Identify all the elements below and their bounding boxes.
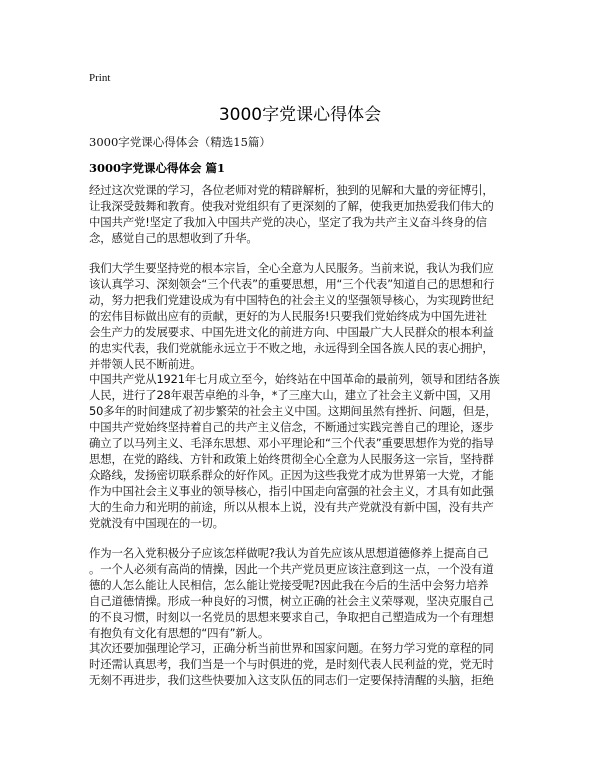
text-line: 中国共产党从1921年七月成立至今，始终站在中国革命的最前列，领导和团结各族 — [89, 372, 500, 386]
print-link[interactable]: Print — [89, 72, 111, 84]
text-line: 自己道德情操。形成一种良好的习惯，树立正确的社会主义荣辱观，坚决克服自己 — [89, 594, 494, 608]
text-line: 会生产力的发展要求、中国先进文化的前进方向、中国最广大人民群众的根本利益 — [89, 325, 494, 339]
text-line: 。一个人必须有高尚的情操，因此一个共产党员更应该注意到这一点，一个没有道 — [89, 562, 494, 576]
text-line: 人民，进行了28年艰苦卓绝的斗争，*了三座大山，建立了社会主义新中国，又用 — [89, 388, 491, 402]
text-line: 经过这次党课的学习，各位老师对党的精辟解析，独到的见解和大量的旁征博引， — [89, 183, 494, 197]
text-line: 我们大学生要坚持党的根本宗旨，全心全意为人民服务。当前来说，我认为我们应 — [89, 261, 494, 275]
text-line: 其次还要加强理论学习，正确分析当前世界和国家问题。在努力学习党的章程的同 — [89, 641, 494, 655]
text-line: 时还需认真思考，我们当是一个与时俱进的党，是时刻代表人民利益的党，党无时 — [89, 657, 494, 671]
text-line: 的不良习惯，时刻以一名党员的思想来要求自己，争取把自己塑造成为一个有理想 — [89, 610, 494, 624]
text-line: 大的生命力和光明的前途，所以从根本上说，没有共产党就没有新中国，没有共产 — [89, 500, 494, 514]
document-title: 3000字党课心得体会 — [218, 105, 382, 125]
document-subtitle: 3000字党课心得体会（精选15篇） — [89, 135, 271, 149]
text-line: 该认真学习、深刻领会“三个代表”的重要思想，用“三个代表”知道自己的思想和行 — [89, 277, 495, 291]
text-line: 德的人怎么能让人民相信，怎么能让党接受呢?因此我在今后的生活中会努力培养 — [89, 578, 489, 592]
paragraph-5 — [89, 640, 513, 688]
text-line: 中国共产党始终坚持着自己的共产主义信念，不断通过实践完善自己的理论，逐步 — [89, 420, 494, 434]
paragraph-1 — [89, 182, 513, 246]
paragraph-2 — [89, 260, 513, 372]
text-line: 众路线，发扬密切联系群众的好作风。正因为这些我党才成为世界第一大党，才能 — [89, 468, 494, 482]
text-line: 党就没有中国现在的一切。 — [89, 516, 224, 530]
paragraph-3 — [89, 371, 513, 531]
text-line: 中国共产党!坚定了我加入中国共产党的决心，坚定了我为共产主义奋斗终身的信 — [89, 215, 487, 229]
text-line: 的宏伟目标做出应有的贡献，更好的为人民服务!只要我们党始终成为中国先进社 — [89, 309, 487, 323]
text-line: 作为一名入党积极分子应该怎样做呢?我认为首先应该从思想道德修养上提高自己 — [89, 546, 489, 560]
text-line: 念，感觉自己的思想收到了升华。 — [89, 231, 258, 245]
text-line: 动，努力把我们党建设成为有中国特色的社会主义的坚强领导核心，为实现跨世纪 — [89, 293, 494, 307]
section-heading: 3000字党课心得体会 篇1 — [89, 161, 226, 175]
text-line: 思想，在党的路线、方针和政策上始终贯彻全心全意为人民服务这一宗旨，坚持群 — [89, 452, 494, 466]
text-line: 作为中国社会主义事业的领导核心，指引中国走向富强的社会主义，才具有如此强 — [89, 484, 494, 498]
paragraph-4 — [89, 545, 513, 641]
text-line: 的忠实代表，我们党就能永远立于不败之地，永远得到全国各族人民的衷心拥护， — [89, 341, 494, 355]
text-line: 确立了以马列主义、毛泽东思想、邓小平理论和“三个代表”重要思想作为党的指导 — [89, 436, 494, 450]
text-line: 50多年的时间建成了初步繁荣的社会主义中国。这期间虽然有挫折、问题，但是， — [89, 404, 497, 418]
text-line: 有抱负有文化有思想的“四有”新人。 — [89, 626, 270, 640]
text-line: 无刻不再进步，我们这些快要加入这支队伍的同志们一定要保持清醒的头脑，拒绝 — [89, 673, 494, 687]
text-line: 并带领人民不断前进。 — [89, 357, 202, 371]
text-line: 让我深受鼓舞和教育。使我对党组织有了更深刻的了解，使我更加热爱我们伟大的 — [89, 199, 494, 213]
